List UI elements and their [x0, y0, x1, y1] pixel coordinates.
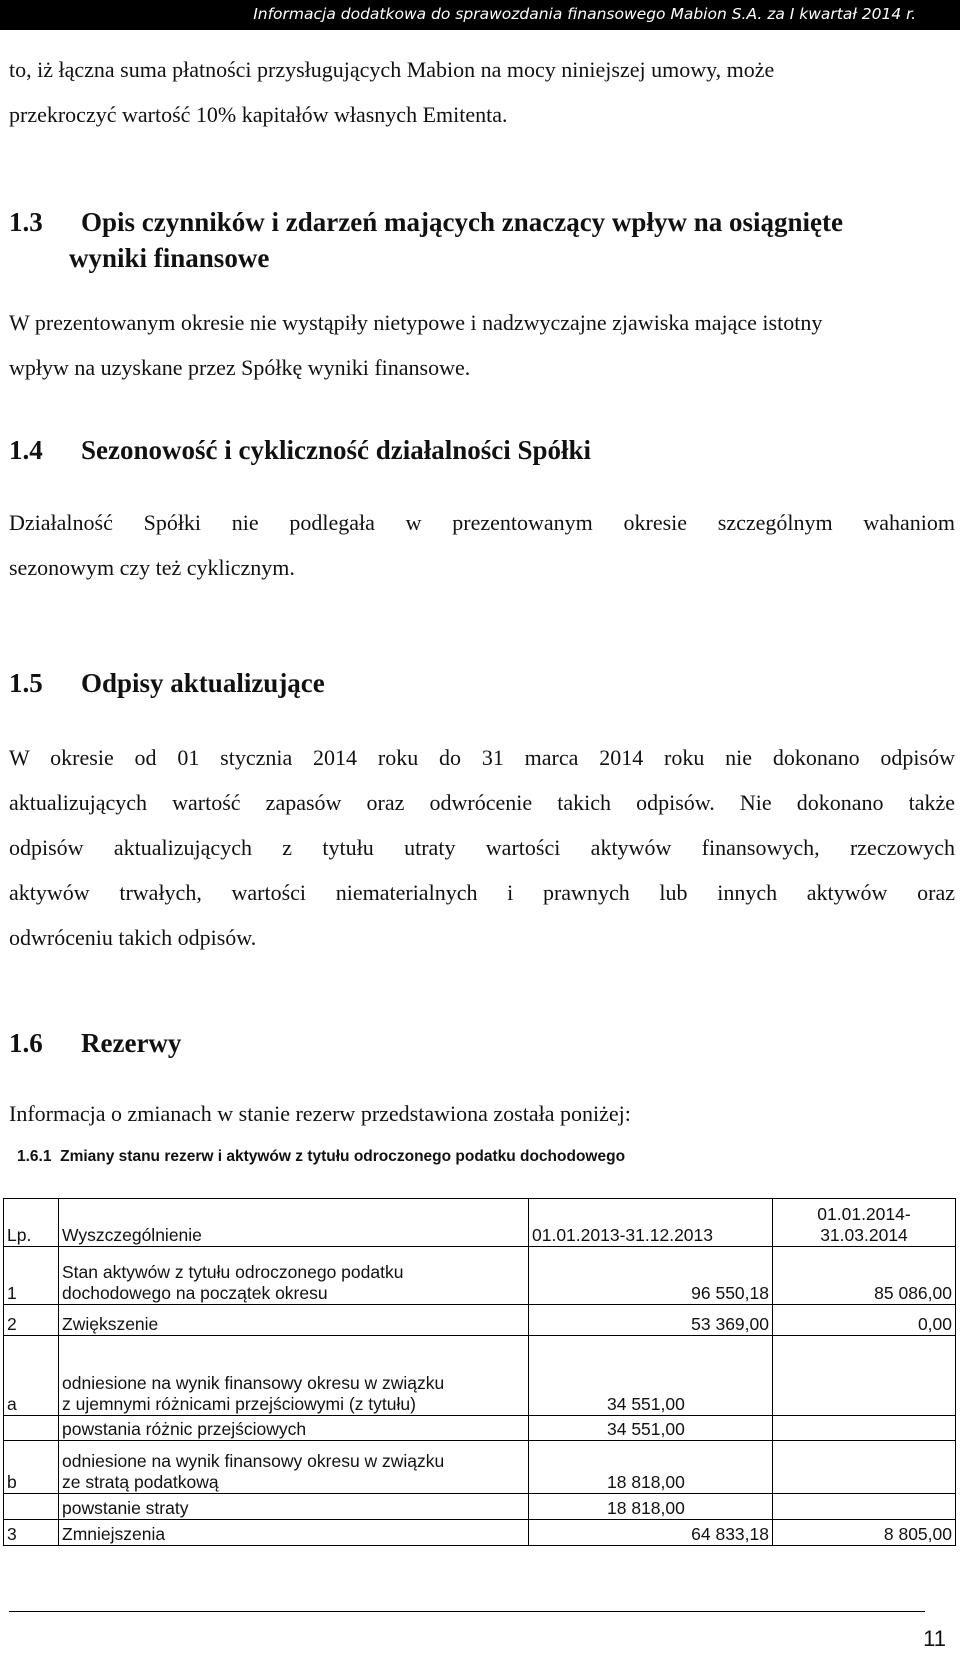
- page-header-bar: [0, 0, 960, 30]
- header-period-2013: 01.01.2013-31.12.2013: [529, 1199, 773, 1247]
- footer-divider: [9, 1611, 925, 1612]
- cell-description-line: odniesione na wynik finansowy okresu w związku: [62, 1373, 445, 1393]
- cell-description-line: odniesione na wynik finansowy okresu w związku: [62, 1451, 445, 1471]
- table-row: [4, 1416, 956, 1441]
- cell-description: [59, 1441, 529, 1494]
- section-1-4-heading: [9, 435, 591, 466]
- cell-value-2013: 18 818,00: [529, 1441, 773, 1494]
- body-line: sezonowym czy też cyklicznym.: [9, 555, 295, 580]
- section-number: 1.3: [9, 207, 43, 237]
- body-line: W prezentowanym okresie nie wystąpiły nietypowe i nadzwyczajne zjawiska mające istotny: [9, 310, 823, 335]
- cell-lp: 2: [4, 1305, 59, 1336]
- cell-value-2014: 85 086,00: [773, 1247, 956, 1305]
- header-period-2014: [773, 1199, 956, 1247]
- body-line: odpisów aktualizujących z tytułu utraty wartości aktywów finansowych, rzeczowych: [9, 835, 955, 860]
- section-number: 1.5: [9, 668, 43, 698]
- cell-lp: [4, 1416, 59, 1441]
- subsection-number: 1.6.1: [17, 1148, 52, 1165]
- reserves-table: [3, 1198, 956, 1546]
- section-title: Odpisy aktualizujące: [81, 668, 325, 698]
- cell-lp: b: [4, 1441, 59, 1494]
- cell-value-2014: [773, 1494, 956, 1520]
- cell-description-line: ze stratą podatkową: [62, 1472, 219, 1492]
- cell-lp: [4, 1494, 59, 1520]
- intro-line-1: to, iż łączna suma płatności przysługujących Mabion na mocy niniejszej umowy, może: [9, 57, 775, 82]
- header-period-2014-line2: 31.03.2014: [820, 1225, 908, 1245]
- cell-description: [59, 1247, 529, 1305]
- cell-description: powstania różnic przejściowych: [59, 1416, 529, 1441]
- section-number: 1.6: [9, 1028, 43, 1058]
- cell-description-line: dochodowego na początek okresu: [62, 1283, 328, 1303]
- section-1-5-body: [9, 735, 955, 960]
- table-header-row: [4, 1199, 956, 1247]
- body-line: Działalność Spółki nie podlegała w prezentowanym okresie szczególnym wahaniom: [9, 510, 955, 535]
- cell-lp: 3: [4, 1520, 59, 1546]
- cell-value-2014: [773, 1441, 956, 1494]
- body-line: Informacja o zmianach w stanie rezerw przedstawiona została poniżej:: [9, 1101, 631, 1126]
- cell-value-2013: 96 550,18: [529, 1247, 773, 1305]
- page-number: 11: [923, 1626, 946, 1651]
- section-number: 1.4: [9, 435, 43, 465]
- table-row: [4, 1247, 956, 1305]
- subsection-title: Zmiany stanu rezerw i aktywów z tytułu odroczonego podatku dochodowego: [60, 1148, 626, 1165]
- cell-lp: a: [4, 1336, 59, 1416]
- section-1-6-intro: [9, 1091, 959, 1136]
- section-1-3-body: [9, 300, 959, 390]
- cell-value-2014: [773, 1416, 956, 1441]
- section-1-4-body: [9, 500, 955, 590]
- section-title: Opis czynników i zdarzeń mających znaczący wpływ na osiągnięte: [81, 207, 843, 237]
- cell-value-2014: [773, 1336, 956, 1416]
- cell-description-line: Stan aktywów z tytułu odroczonego podatku: [62, 1262, 404, 1282]
- cell-lp: 1: [4, 1247, 59, 1305]
- body-line: aktualizujących wartość zapasów oraz odwrócenie takich odpisów. Nie dokonano także: [9, 790, 955, 815]
- cell-description: Zwiększenie: [59, 1305, 529, 1336]
- cell-description-line: z ujemnymi różnicami przejściowymi (z tytułu): [62, 1394, 416, 1414]
- cell-value-2013: 18 818,00: [529, 1494, 773, 1520]
- header-period-2014-line1: 01.01.2014-: [817, 1204, 911, 1224]
- cell-description: Zmniejszenia: [59, 1520, 529, 1546]
- cell-value-2014: 0,00: [773, 1305, 956, 1336]
- body-line: W okresie od 01 stycznia 2014 roku do 31 marca 2014 roku nie dokonano odpisów: [9, 745, 955, 770]
- table-row: [4, 1336, 956, 1416]
- cell-value-2013: 34 551,00: [529, 1336, 773, 1416]
- body-line: aktywów trwałych, wartości niematerialnych i prawnych lub innych aktywów oraz: [9, 880, 955, 905]
- table-row: [4, 1520, 956, 1546]
- cell-value-2013: 53 369,00: [529, 1305, 773, 1336]
- header-lp: Lp.: [4, 1199, 59, 1247]
- table-row: [4, 1494, 956, 1520]
- section-title-continued: wyniki finansowe: [69, 243, 270, 273]
- section-1-3-heading: [9, 204, 843, 276]
- body-line: odwróceniu takich odpisów.: [9, 925, 257, 950]
- cell-description: [59, 1336, 529, 1416]
- intro-paragraph: [9, 47, 959, 137]
- table-row: [4, 1305, 956, 1336]
- subsection-1-6-1-heading: [17, 1148, 625, 1166]
- section-title: Sezonowość i cykliczność działalności Spółki: [81, 435, 592, 465]
- section-title: Rezerwy: [81, 1028, 182, 1058]
- cell-description: powstanie straty: [59, 1494, 529, 1520]
- section-1-6-heading: [9, 1028, 181, 1059]
- cell-value-2014: 8 805,00: [773, 1520, 956, 1546]
- section-1-5-heading: [9, 668, 325, 699]
- cell-value-2013: 64 833,18: [529, 1520, 773, 1546]
- table-row: [4, 1441, 956, 1494]
- cell-value-2013: 34 551,00: [529, 1416, 773, 1441]
- page-header-text: Informacja dodatkowa do sprawozdania finansowego Mabion S.A. za I kwartał 2014 r.: [253, 5, 916, 23]
- header-description: Wyszczególnienie: [59, 1199, 529, 1247]
- intro-line-2: przekroczyć wartość 10% kapitałów własnych Emitenta.: [9, 102, 508, 127]
- body-line: wpływ na uzyskane przez Spółkę wyniki finansowe.: [9, 355, 471, 380]
